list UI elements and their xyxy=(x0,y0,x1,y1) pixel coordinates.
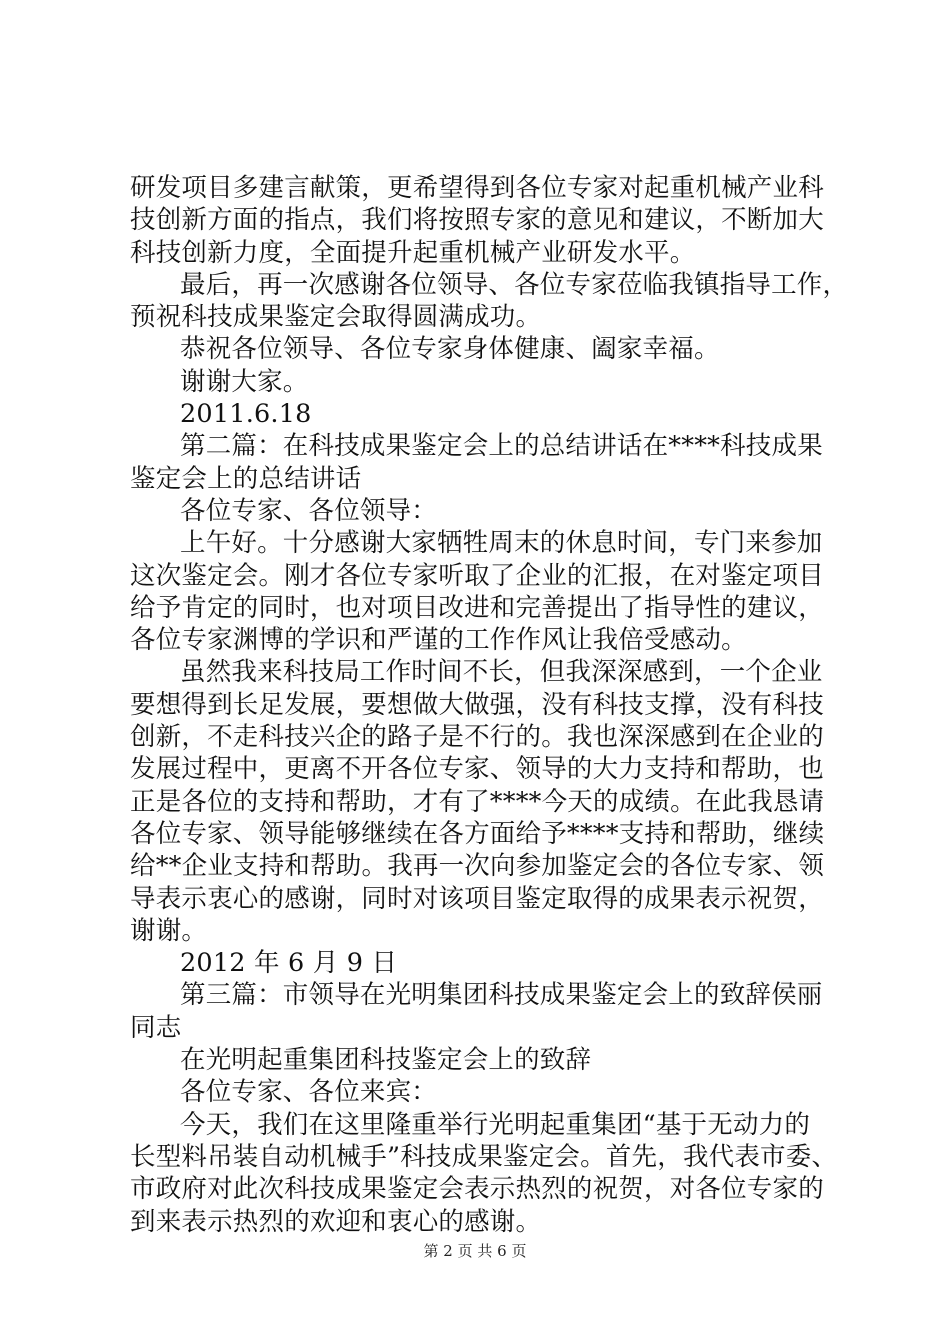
text-line: 谢谢。 xyxy=(130,915,208,946)
salutation: 各位专家、各位领导： xyxy=(180,495,438,526)
text-line: 创新，不走科技兴企的路子是不行的。我也深深感到在企业的 xyxy=(130,722,824,753)
speech-title: 在光明起重集团科技鉴定会上的致辞 xyxy=(180,1045,592,1076)
text-line: 给予肯定的同时，也对项目改进和完善提出了指导性的建议， xyxy=(130,592,824,623)
text-line: 上午好。十分感谢大家牺牲周末的休息时间，专门来参加 xyxy=(180,528,823,559)
page-footer: 第 2 页 共 6 页 xyxy=(423,1242,527,1260)
text-line: 要想得到长足发展，要想做大做强，没有科技支撑，没有科技 xyxy=(130,689,824,720)
salutation: 各位专家、各位来宾： xyxy=(180,1077,438,1108)
text-line: 虽然我来科技局工作时间不长，但我深深感到，一个企业 xyxy=(180,657,823,688)
text-line: 长型料吊装自动机械手”科技成果鉴定会。首先，我代表市委、 xyxy=(130,1141,838,1172)
text-line: 预祝科技成果鉴定会取得圆满成功。 xyxy=(130,302,542,333)
text-line: 最后，再一次感谢各位领导、各位专家莅临我镇指导工作， xyxy=(180,269,849,300)
date-line: 2011.6.18 xyxy=(180,399,312,430)
section-heading: 鉴定会上的总结讲话 xyxy=(130,463,362,494)
text-line: 科技创新力度，全面提升起重机械产业研发水平。 xyxy=(130,237,696,268)
text-line: 今天，我们在这里隆重举行光明起重集团“基于无动力的 xyxy=(180,1109,811,1140)
section-heading: 第二篇：在科技成果鉴定会上的总结讲话在****科技成果 xyxy=(180,431,823,462)
document-body xyxy=(130,172,849,1238)
text-line: 恭祝各位领导、各位专家身体健康、阖家幸福。 xyxy=(180,334,720,365)
text-line: 发展过程中，更离不开各位专家、领导的大力支持和帮助，也 xyxy=(130,754,824,785)
text-line: 谢谢大家。 xyxy=(180,366,309,397)
text-line: 技创新方面的指点，我们将按照专家的意见和建议，不断加大 xyxy=(130,205,824,236)
text-line: 导表示衷心的感谢，同时对该项目鉴定取得的成果表示祝贺， xyxy=(130,883,824,914)
text-line: 市政府对此次科技成果鉴定会表示热烈的祝贺，对各位专家的 xyxy=(130,1174,824,1205)
text-line: 到来表示热烈的欢迎和衷心的感谢。 xyxy=(130,1206,542,1237)
text-line: 各位专家、领导能够继续在各方面给予****支持和帮助，继续 xyxy=(130,818,825,849)
text-line: 这次鉴定会。刚才各位专家听取了企业的汇报，在对鉴定项目 xyxy=(130,560,824,591)
section-heading: 同志 xyxy=(130,1012,182,1043)
text-line: 正是各位的支持和帮助，才有了****今天的成绩。在此我恳请 xyxy=(130,786,825,817)
text-line: 各位专家渊博的学识和严谨的工作作风让我倍受感动。 xyxy=(130,625,747,656)
date-line: 2012 年 6 月 9 日 xyxy=(180,948,398,979)
section-heading: 第三篇：市领导在光明集团科技成果鉴定会上的致辞侯丽 xyxy=(180,980,823,1011)
text-line: 研发项目多建言献策，更希望得到各位专家对起重机械产业科 xyxy=(130,173,824,203)
text-line: 给**企业支持和帮助。我再一次向参加鉴定会的各位专家、领 xyxy=(130,851,825,882)
